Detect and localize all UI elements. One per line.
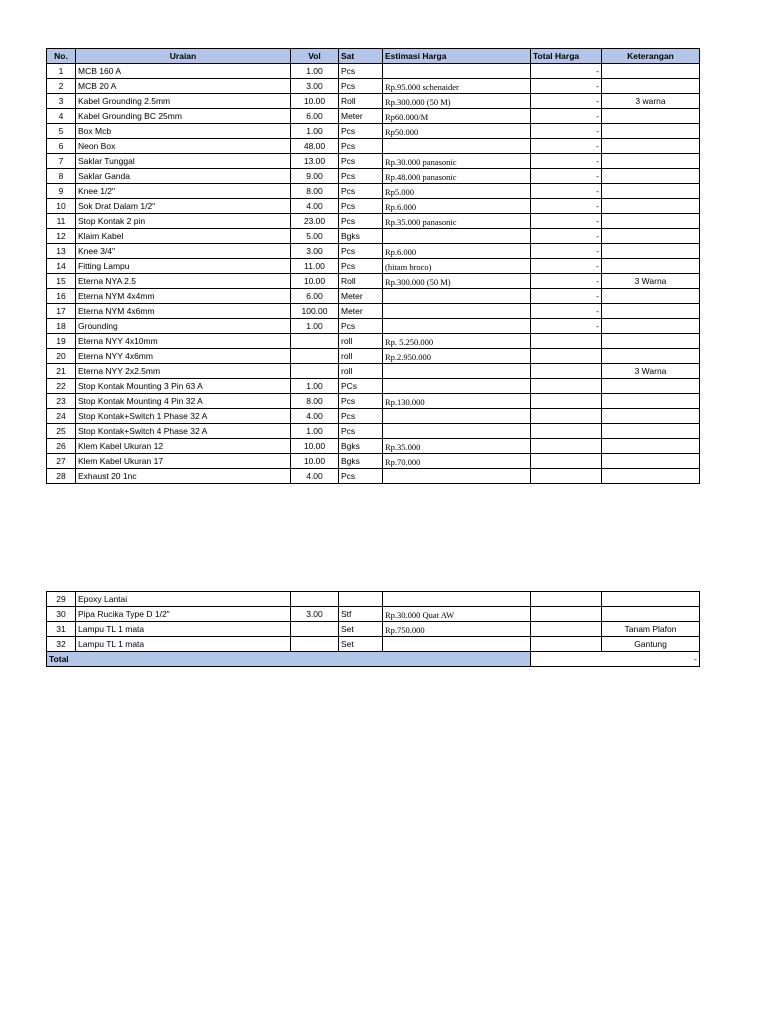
cell-vol: 4.00 <box>291 409 339 424</box>
cell-estimasi-harga: Rp.30.000 panasonic <box>383 154 531 169</box>
table-row <box>47 319 700 334</box>
cell-keterangan <box>602 154 700 169</box>
cell-no: 19 <box>47 334 76 349</box>
cell-total-harga: - <box>531 109 602 124</box>
cell-vol <box>291 334 339 349</box>
cell-keterangan: Gantung <box>602 637 700 652</box>
cell-vol <box>291 622 339 637</box>
cell-uraian: MCB 20 A <box>76 79 291 94</box>
cell-uraian: Eterna NYA 2.5 <box>76 274 291 289</box>
cell-total-harga <box>531 622 602 637</box>
cell-estimasi-harga: Rp.6.000 <box>383 199 531 214</box>
cell-no: 2 <box>47 79 76 94</box>
cell-estimasi-harga: Rp.300.000 (50 M) <box>383 274 531 289</box>
cell-uraian: Klem Kabel Ukuran 12 <box>76 439 291 454</box>
cell-sat: Set <box>339 622 383 637</box>
cell-sat: Pcs <box>339 154 383 169</box>
cell-sat: Pcs <box>339 409 383 424</box>
table-row <box>47 109 700 124</box>
cell-keterangan <box>602 124 700 139</box>
header-no: No. <box>47 49 76 64</box>
cell-no: 31 <box>47 622 76 637</box>
cell-uraian: Neon Box <box>76 139 291 154</box>
cell-total-harga: - <box>531 124 602 139</box>
cell-estimasi-harga: (hitam broco) <box>383 259 531 274</box>
table-row <box>47 424 700 439</box>
cell-sat: Bgks <box>339 439 383 454</box>
cell-total-harga <box>531 469 602 484</box>
table-row <box>47 259 700 274</box>
cell-no: 9 <box>47 184 76 199</box>
cell-keterangan <box>602 304 700 319</box>
table-row <box>47 289 700 304</box>
cell-total-harga: - <box>531 214 602 229</box>
cell-vol <box>291 364 339 379</box>
table-row <box>47 334 700 349</box>
cell-estimasi-harga <box>383 424 531 439</box>
cell-estimasi-harga: Rp.750.000 <box>383 622 531 637</box>
cell-sat: PCs <box>339 379 383 394</box>
cell-no: 23 <box>47 394 76 409</box>
cell-sat: Meter <box>339 304 383 319</box>
cell-vol: 10.00 <box>291 274 339 289</box>
cell-estimasi-harga: Rp.6.000 <box>383 244 531 259</box>
cell-estimasi-harga <box>383 364 531 379</box>
cell-uraian: Stop Kontak+Switch 1 Phase 32 A <box>76 409 291 424</box>
table-row <box>47 364 700 379</box>
cell-no: 13 <box>47 244 76 259</box>
table-row <box>47 79 700 94</box>
cell-keterangan <box>602 394 700 409</box>
header-sat: Sat <box>339 49 383 64</box>
cell-total-harga: - <box>531 319 602 334</box>
cell-no: 32 <box>47 637 76 652</box>
cell-keterangan <box>602 469 700 484</box>
cell-uraian: Fitting Lampu <box>76 259 291 274</box>
cell-total-harga: - <box>531 274 602 289</box>
cell-estimasi-harga: Rp.2.950.000 <box>383 349 531 364</box>
cell-keterangan <box>602 259 700 274</box>
cell-no: 27 <box>47 454 76 469</box>
cell-estimasi-harga <box>383 139 531 154</box>
table-body-continued <box>47 592 700 652</box>
cell-sat: Pcs <box>339 244 383 259</box>
table-row <box>47 244 700 259</box>
cell-total-harga <box>531 592 602 607</box>
table-row <box>47 349 700 364</box>
cell-keterangan <box>602 424 700 439</box>
cell-sat: Pcs <box>339 184 383 199</box>
cell-vol: 9.00 <box>291 169 339 184</box>
table-row <box>47 607 700 622</box>
cell-total-harga <box>531 394 602 409</box>
table-row <box>47 139 700 154</box>
table-row <box>47 154 700 169</box>
cell-uraian: Stop Kontak Mounting 3 Pin 63 A <box>76 379 291 394</box>
cell-keterangan: 3 Warna <box>602 364 700 379</box>
cell-uraian: Lampu TL 1 mata <box>76 637 291 652</box>
cell-sat: Roll <box>339 274 383 289</box>
cell-keterangan: 3 Warna <box>602 274 700 289</box>
cell-estimasi-harga: Rp.95.000 schenaider <box>383 79 531 94</box>
cell-uraian: Eterna NYY 2x2.5mm <box>76 364 291 379</box>
cell-uraian: Klem Kabel Ukuran 17 <box>76 454 291 469</box>
cell-keterangan <box>602 289 700 304</box>
cell-uraian: Pipa Rucika Type D 1/2" <box>76 607 291 622</box>
cell-uraian: MCB 160 A <box>76 64 291 79</box>
cell-uraian: Saklar Tunggal <box>76 154 291 169</box>
cell-vol: 11.00 <box>291 259 339 274</box>
table-row <box>47 379 700 394</box>
cell-vol: 10.00 <box>291 454 339 469</box>
table-row <box>47 229 700 244</box>
total-label: Total <box>47 652 531 667</box>
table-body-main <box>47 64 700 484</box>
cell-total-harga: - <box>531 244 602 259</box>
cell-total-harga: - <box>531 154 602 169</box>
cell-total-harga: - <box>531 199 602 214</box>
table-row <box>47 124 700 139</box>
cell-no: 6 <box>47 139 76 154</box>
table-row <box>47 439 700 454</box>
cell-total-harga <box>531 334 602 349</box>
table-row <box>47 184 700 199</box>
cell-vol: 48.00 <box>291 139 339 154</box>
cell-estimasi-harga: Rp5.000 <box>383 184 531 199</box>
cell-sat: Pcs <box>339 259 383 274</box>
cell-sat: Roll <box>339 94 383 109</box>
cell-sat: Meter <box>339 109 383 124</box>
cell-no: 15 <box>47 274 76 289</box>
cell-vol: 1.00 <box>291 424 339 439</box>
cell-uraian: Eterna NYY 4x10mm <box>76 334 291 349</box>
cell-uraian: Grounding <box>76 319 291 334</box>
cell-sat: Stf <box>339 607 383 622</box>
cell-sat: Pcs <box>339 169 383 184</box>
cell-uraian: Knee 1/2" <box>76 184 291 199</box>
cell-total-harga: - <box>531 259 602 274</box>
cell-no: 12 <box>47 229 76 244</box>
cell-estimasi-harga: Rp.130.000 <box>383 394 531 409</box>
cell-uraian: Epoxy Lantai <box>76 592 291 607</box>
cell-estimasi-harga: Rp.30.000 Quat AW <box>383 607 531 622</box>
cell-uraian: Eterna NYY 4x6mm <box>76 349 291 364</box>
cell-no: 1 <box>47 64 76 79</box>
cell-vol: 1.00 <box>291 124 339 139</box>
cell-keterangan <box>602 229 700 244</box>
cell-vol: 3.00 <box>291 79 339 94</box>
cell-estimasi-harga <box>383 229 531 244</box>
cell-vol: 1.00 <box>291 379 339 394</box>
cell-estimasi-harga <box>383 379 531 394</box>
cell-total-harga <box>531 349 602 364</box>
cell-keterangan <box>602 139 700 154</box>
cell-estimasi-harga: Rp50.000 <box>383 124 531 139</box>
cell-sat: Pcs <box>339 469 383 484</box>
cell-keterangan <box>602 334 700 349</box>
cell-keterangan <box>602 409 700 424</box>
cell-total-harga <box>531 424 602 439</box>
cell-total-harga: - <box>531 289 602 304</box>
table-row <box>47 274 700 289</box>
table-row <box>47 94 700 109</box>
cell-uraian: Box Mcb <box>76 124 291 139</box>
cell-estimasi-harga <box>383 289 531 304</box>
table-row <box>47 592 700 607</box>
cell-uraian: Knee 3/4" <box>76 244 291 259</box>
cell-estimasi-harga: Rp60.000/M <box>383 109 531 124</box>
cell-sat: Pcs <box>339 124 383 139</box>
cell-estimasi-harga <box>383 469 531 484</box>
cell-total-harga <box>531 409 602 424</box>
cell-total-harga <box>531 637 602 652</box>
cell-no: 30 <box>47 607 76 622</box>
cell-sat: roll <box>339 364 383 379</box>
cell-vol: 5.00 <box>291 229 339 244</box>
table-row <box>47 64 700 79</box>
cell-uraian: Eterna NYM 4x4mm <box>76 289 291 304</box>
cell-total-harga: - <box>531 139 602 154</box>
cell-estimasi-harga: Rp.70.000 <box>383 454 531 469</box>
cell-sat: Pcs <box>339 424 383 439</box>
table-row <box>47 304 700 319</box>
cell-keterangan <box>602 454 700 469</box>
cell-sat: Pcs <box>339 214 383 229</box>
cell-uraian: Lampu TL 1 mata <box>76 622 291 637</box>
cell-no: 21 <box>47 364 76 379</box>
cell-no: 14 <box>47 259 76 274</box>
cell-keterangan <box>602 79 700 94</box>
table-row <box>47 454 700 469</box>
table-row <box>47 622 700 637</box>
cell-keterangan <box>602 199 700 214</box>
cell-total-harga <box>531 364 602 379</box>
cell-no: 29 <box>47 592 76 607</box>
table-row <box>47 394 700 409</box>
cell-keterangan <box>602 184 700 199</box>
table-row <box>47 199 700 214</box>
cell-no: 26 <box>47 439 76 454</box>
cell-vol: 1.00 <box>291 64 339 79</box>
cell-keterangan <box>602 169 700 184</box>
cell-no: 24 <box>47 409 76 424</box>
cell-no: 22 <box>47 379 76 394</box>
cell-no: 11 <box>47 214 76 229</box>
table-row <box>47 409 700 424</box>
cell-sat: Pcs <box>339 199 383 214</box>
cell-sat: Pcs <box>339 139 383 154</box>
header-total-harga: Total Harga <box>531 49 602 64</box>
cell-total-harga: - <box>531 64 602 79</box>
cell-keterangan <box>602 592 700 607</box>
total-row <box>47 652 700 667</box>
cell-vol: 6.00 <box>291 109 339 124</box>
cell-keterangan <box>602 64 700 79</box>
cell-estimasi-harga: Rp.48.000 panasonic <box>383 169 531 184</box>
cell-no: 10 <box>47 199 76 214</box>
cell-vol: 10.00 <box>291 439 339 454</box>
cell-no: 4 <box>47 109 76 124</box>
cell-no: 3 <box>47 94 76 109</box>
cell-uraian: Saklar Ganda <box>76 169 291 184</box>
cell-keterangan <box>602 349 700 364</box>
table-header-row <box>47 49 700 64</box>
header-uraian: Uraian <box>76 49 291 64</box>
cell-vol: 4.00 <box>291 469 339 484</box>
table-row <box>47 214 700 229</box>
cell-no: 18 <box>47 319 76 334</box>
cell-uraian: Stop Kontak Mounting 4 Pin 32 A <box>76 394 291 409</box>
header-estimasi: Estimasi Harga <box>383 49 531 64</box>
cell-sat: roll <box>339 334 383 349</box>
cell-vol <box>291 637 339 652</box>
cell-sat: Bgks <box>339 454 383 469</box>
cell-total-harga <box>531 379 602 394</box>
cell-estimasi-harga <box>383 592 531 607</box>
cell-sat <box>339 592 383 607</box>
cell-vol: 8.00 <box>291 184 339 199</box>
cell-no: 25 <box>47 424 76 439</box>
cell-sat: roll <box>339 349 383 364</box>
cell-estimasi-harga: Rp. 5.250.000 <box>383 334 531 349</box>
cell-total-harga: - <box>531 304 602 319</box>
table-row <box>47 169 700 184</box>
header-keterangan: Keterangan <box>602 49 700 64</box>
cell-total-harga: - <box>531 229 602 244</box>
cell-keterangan <box>602 439 700 454</box>
cell-estimasi-harga <box>383 304 531 319</box>
cell-sat: Pcs <box>339 79 383 94</box>
cell-estimasi-harga: Rp.35.000 <box>383 439 531 454</box>
cell-vol: 3.00 <box>291 244 339 259</box>
cell-estimasi-harga <box>383 64 531 79</box>
cell-keterangan <box>602 319 700 334</box>
cell-estimasi-harga: Rp.300.000 (50 M) <box>383 94 531 109</box>
cell-estimasi-harga <box>383 409 531 424</box>
cell-total-harga <box>531 607 602 622</box>
cell-vol <box>291 349 339 364</box>
cell-total-harga: - <box>531 184 602 199</box>
cell-keterangan <box>602 109 700 124</box>
cell-total-harga: - <box>531 94 602 109</box>
cell-vol: 8.00 <box>291 394 339 409</box>
cell-no: 7 <box>47 154 76 169</box>
cell-uraian: Klaim Kabel <box>76 229 291 244</box>
cell-sat: Pcs <box>339 64 383 79</box>
cell-keterangan: Tanam Plafon <box>602 622 700 637</box>
cell-total-harga: - <box>531 169 602 184</box>
cell-vol: 1.00 <box>291 319 339 334</box>
cell-vol: 4.00 <box>291 199 339 214</box>
header-vol: Vol <box>291 49 339 64</box>
cell-uraian: Sok Drat Dalam 1/2" <box>76 199 291 214</box>
cell-sat: Pcs <box>339 319 383 334</box>
cell-uraian: Eterna NYM 4x6mm <box>76 304 291 319</box>
table-row <box>47 469 700 484</box>
cell-uraian: Stop Kontak 2 pin <box>76 214 291 229</box>
cell-no: 28 <box>47 469 76 484</box>
price-table-main <box>46 48 700 484</box>
cell-vol: 10.00 <box>291 94 339 109</box>
cell-vol: 13.00 <box>291 154 339 169</box>
cell-no: 17 <box>47 304 76 319</box>
cell-no: 5 <box>47 124 76 139</box>
cell-no: 20 <box>47 349 76 364</box>
cell-estimasi-harga <box>383 319 531 334</box>
cell-vol: 100.00 <box>291 304 339 319</box>
cell-keterangan: 3 warna <box>602 94 700 109</box>
total-value: - <box>531 652 700 667</box>
cell-total-harga <box>531 454 602 469</box>
cell-keterangan <box>602 244 700 259</box>
cell-vol: 6.00 <box>291 289 339 304</box>
table-row <box>47 637 700 652</box>
cell-total-harga <box>531 439 602 454</box>
cell-uraian: Kabel Grounding 2.5mm <box>76 94 291 109</box>
cell-vol: 23.00 <box>291 214 339 229</box>
cell-vol: 3.00 <box>291 607 339 622</box>
cell-uraian: Kabel Grounding BC 25mm <box>76 109 291 124</box>
cell-sat: Set <box>339 637 383 652</box>
cell-no: 8 <box>47 169 76 184</box>
cell-uraian: Exhaust 20 1nc <box>76 469 291 484</box>
cell-uraian: Stop Kontak+Switch 4 Phase 32 A <box>76 424 291 439</box>
cell-keterangan <box>602 607 700 622</box>
price-table-continued <box>46 591 700 667</box>
cell-estimasi-harga <box>383 637 531 652</box>
cell-sat: Pcs <box>339 394 383 409</box>
cell-sat: Bgks <box>339 229 383 244</box>
cell-no: 16 <box>47 289 76 304</box>
cell-sat: Meter <box>339 289 383 304</box>
cell-total-harga: - <box>531 79 602 94</box>
cell-vol <box>291 592 339 607</box>
cell-keterangan <box>602 214 700 229</box>
cell-keterangan <box>602 379 700 394</box>
cell-estimasi-harga: Rp.35.000 panasonic <box>383 214 531 229</box>
